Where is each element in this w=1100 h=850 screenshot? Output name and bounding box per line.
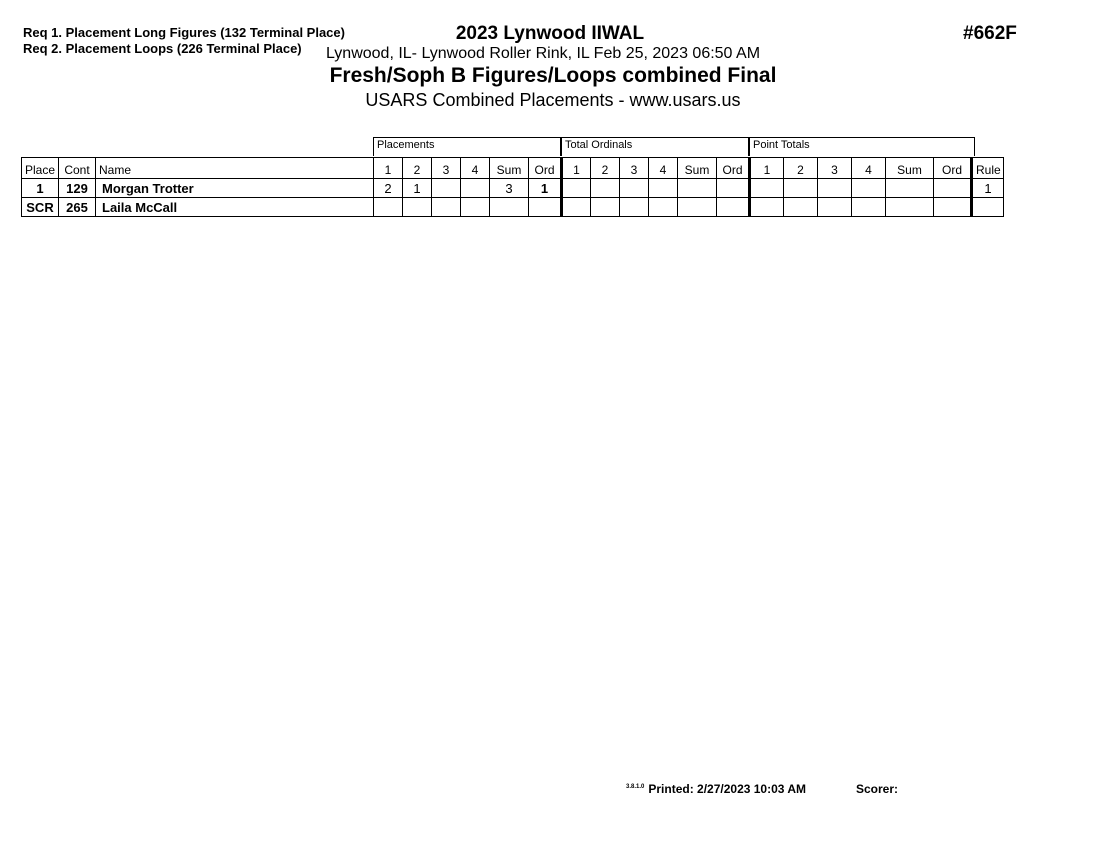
- row-cont: 265: [59, 198, 96, 217]
- cell: [784, 198, 818, 217]
- row-name: Laila McCall: [96, 198, 374, 217]
- cell: [649, 179, 678, 198]
- row-place: 1: [22, 179, 59, 198]
- cell: [432, 179, 461, 198]
- cell: [461, 179, 490, 198]
- cell: [591, 198, 620, 217]
- table-row: [22, 179, 1004, 198]
- competition-title: Fresh/Soph B Figures/Loops combined Final: [329, 64, 777, 87]
- cell: [432, 198, 461, 217]
- printed-timestamp: Printed: 2/27/2023 10:03 AM: [648, 782, 806, 796]
- cell: [934, 198, 972, 217]
- col-ordinal-ord: Ord: [717, 158, 750, 179]
- cell: [374, 198, 403, 217]
- col-points-2: 2: [784, 158, 818, 179]
- cell: 2: [374, 179, 403, 198]
- col-placement-2: 2: [403, 158, 432, 179]
- col-ordinal-3: 3: [620, 158, 649, 179]
- cell: [784, 179, 818, 198]
- table-header-row: [22, 158, 1004, 179]
- cell: [818, 198, 852, 217]
- cell: [649, 198, 678, 217]
- cell: [461, 198, 490, 217]
- scorer-label: Scorer:: [856, 782, 899, 796]
- cell: [972, 198, 1004, 217]
- col-placement-ord: Ord: [529, 158, 562, 179]
- cell: [529, 198, 562, 217]
- event-location: Lynwood, IL- Lynwood Roller Rink, IL Feb 25, 2023 06:50 AM: [325, 45, 761, 62]
- event-title: 2023 Lynwood IIWAL: [455, 23, 645, 44]
- requirement-1: Req 1. Placement Long Figures (132 Terminal Place): [23, 25, 345, 40]
- version-number: 3.8.1.0: [626, 784, 645, 790]
- col-ordinal-sum: Sum: [678, 158, 717, 179]
- cell: [886, 198, 934, 217]
- cell: [717, 179, 750, 198]
- cell: [818, 179, 852, 198]
- cell: [490, 198, 529, 217]
- cell: [562, 198, 591, 217]
- cell: [934, 179, 972, 198]
- col-placement-3: 3: [432, 158, 461, 179]
- cell: [852, 179, 886, 198]
- col-ordinal-2: 2: [591, 158, 620, 179]
- cell: 1: [403, 179, 432, 198]
- col-placement-sum: Sum: [490, 158, 529, 179]
- col-place: Place: [22, 158, 59, 179]
- col-points-4: 4: [852, 158, 886, 179]
- col-placement-1: 1: [374, 158, 403, 179]
- col-name: Name: [96, 158, 374, 179]
- results-table: [21, 157, 1004, 217]
- requirement-2: Req 2. Placement Loops (226 Terminal Place): [23, 41, 302, 56]
- cell: [403, 198, 432, 217]
- cell: 1: [972, 179, 1004, 198]
- col-points-sum: Sum: [886, 158, 934, 179]
- row-cont: 129: [59, 179, 96, 198]
- cell: [562, 179, 591, 198]
- col-points-ord: Ord: [934, 158, 972, 179]
- event-number: #662F: [963, 23, 1017, 44]
- col-ordinal-4: 4: [649, 158, 678, 179]
- cell: [591, 179, 620, 198]
- group-point-totals: Point Totals: [749, 137, 975, 156]
- row-name: Morgan Trotter: [96, 179, 374, 198]
- cell: 1: [529, 179, 562, 198]
- cell: [886, 179, 934, 198]
- col-placement-4: 4: [461, 158, 490, 179]
- col-points-1: 1: [750, 158, 784, 179]
- cell: [678, 179, 717, 198]
- page-subtitle: USARS Combined Placements - www.usars.us: [365, 90, 741, 110]
- printed-line: [626, 782, 806, 796]
- cell: [678, 198, 717, 217]
- cell: [852, 198, 886, 217]
- group-placements: Placements: [373, 137, 561, 156]
- cell: [750, 198, 784, 217]
- cell: [620, 179, 649, 198]
- col-cont: Cont: [59, 158, 96, 179]
- table-row: [22, 198, 1004, 217]
- row-place: SCR: [22, 198, 59, 217]
- col-ordinal-1: 1: [562, 158, 591, 179]
- cell: [620, 198, 649, 217]
- col-points-3: 3: [818, 158, 852, 179]
- group-total-ordinals: Total Ordinals: [561, 137, 749, 156]
- cell: [750, 179, 784, 198]
- cell: [717, 198, 750, 217]
- col-rule: Rule: [972, 158, 1004, 179]
- cell: 3: [490, 179, 529, 198]
